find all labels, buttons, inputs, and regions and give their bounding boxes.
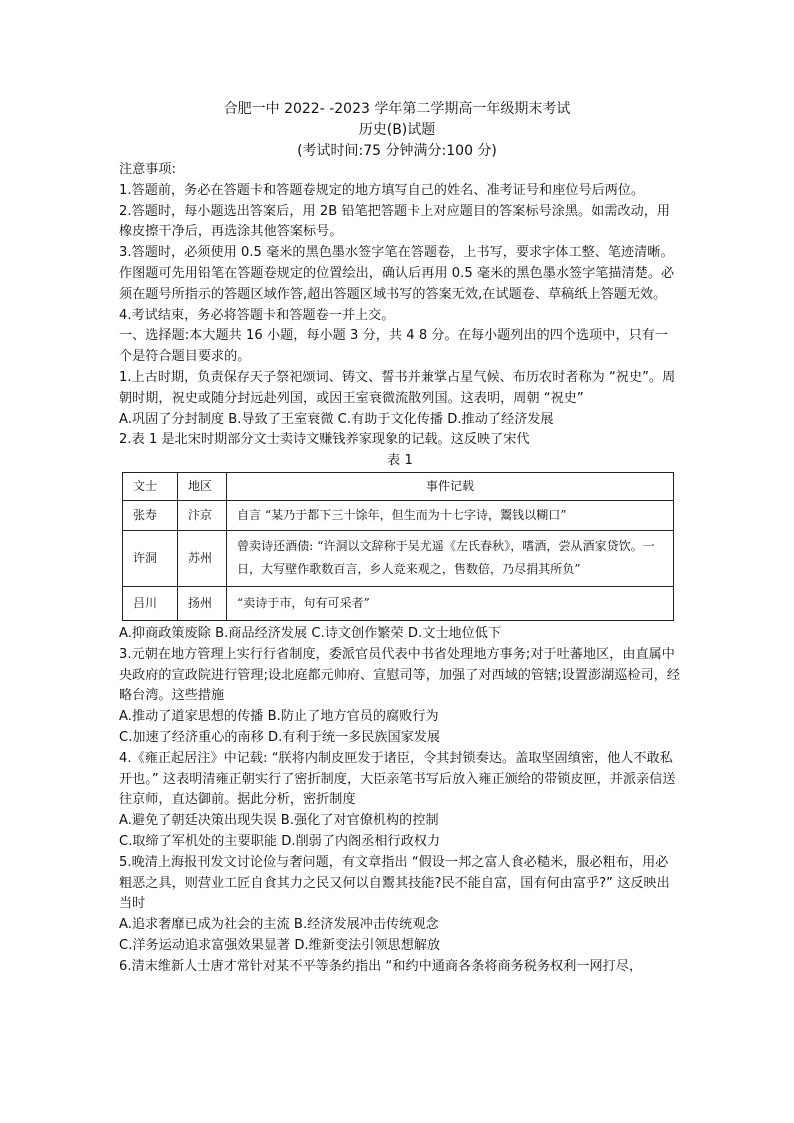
table-cell: 自言 “某乃于都下三十馀年，但生而为十七字诗，鬻钱以糊口” [227, 500, 674, 530]
table-cell: “卖诗于市，句有可采者” [227, 586, 674, 620]
table-header-cell: 事件记载 [227, 472, 674, 500]
q5-options-cd: C.洋务运动追求富强效果显著 D.维新变法引领思想解放 [119, 937, 441, 953]
q3-options-cd: C.加速了经济重心的南移 D.有利于统一多民族国家发展 [119, 729, 441, 745]
q1-options: A.巩固了分封制度 B.导致了王室衰微 C.有助于文化传播 D.推动了经济发展 [119, 411, 554, 427]
notes-item-3: 3.答题时，必须使用 0.5 毫米的黑色墨水签字笔在答题卷，上书写，要求字体工整、笔迹清晰。作图题可先用铅笔在答题卷规定的位置绘出，确认后再用 0.5 毫米的黑色墨水签字笔描清楚。必须在题号所指示的答题区域作答,超出答题区域书写的答案无效,在试题卷、草稿纸上答题无效。 [119, 245, 675, 302]
table-header-cell: 地区 [178, 472, 227, 500]
q3-stem: 3.元朝在地方管理上实行行省制度，委派官员代表中书省处理地方事务;对于吐蕃地区，由直属中央政府的宣政院进行管理;设北庭都元帅府、宣慰司等，加强了对西域的管辖;设置澎湖巡检司，经略台湾。这些措施 [119, 646, 680, 704]
table-cell: 苏州 [178, 530, 227, 586]
q1-stem: 1.上古时期，负责保存天子祭祀颂词、铸文、誓书并兼掌占星气候、布历农时者称为 “祝史”。周朝时期，祝史或随分封远赴列国，或因王室衰微流散列国。这表明，周朝 “祝史” [119, 369, 676, 406]
exam-subtitle: 历史(B)试题 [358, 122, 436, 138]
notes-item-1: 1.答题前，务必在答题卡和答题卷规定的地方填写自己的姓名、准考证号和座位号后两位。 [119, 182, 645, 198]
exam-title: 合肥一中 2022- -2023 学年第二学期高一年级期末考试 [223, 101, 571, 117]
table-header-cell: 文士 [123, 472, 178, 500]
table-cell: 扬州 [178, 586, 227, 620]
notes-item-4: 4.考试结束，务必将答题卡和答题卷一并上交。 [119, 307, 395, 323]
table-row [123, 530, 674, 586]
q5-stem: 5.晚清上海报刊发文讨论俭与奢问题，有文章指出 “假设一邦之富人食必糙米，服必粗布，用必粗恶之具，则营业工匠自食其力之民又何以自鬻其技能?民不能自富，国有何由富乎?” 这反映出当时 [119, 854, 670, 912]
exam-time-info: (考试时间:75 分钟满分:100 分) [297, 143, 497, 159]
table-row [123, 586, 674, 620]
q6-stem: 6.清末维新人士唐才常针对某不平等条约指出 “和约中通商各条将商务税务权利一网打尽， [119, 958, 643, 974]
q5-options-ab: A.追求奢靡已成为社会的主流 B.经济发展冲击传统观念 [119, 917, 439, 933]
table-cell: 曾卖诗还酒债: “许洞以文辞称于吴尤遥《左氏春秋》，嗜酒，尝从酒家贷饮。一日，大写壁作歌数百言，乡人竞来观之，售数倍，乃尽捐其所负” [227, 530, 674, 586]
table-row [123, 500, 674, 530]
section-heading: 一、选择题:本大题共 16 小题，每小题 3 分，共 4 8 分。在每小题列出的四个选项中，只有一个是符合题目要求的。 [119, 328, 669, 365]
table-caption: 表 1 [387, 453, 413, 469]
notes-heading: 注意事项: [119, 162, 177, 177]
table-header-row [123, 472, 674, 500]
q4-options-ab: A.避免了朝廷决策出现失误 B.强化了对官僚机构的控制 [119, 813, 439, 829]
q4-stem: 4.《雍正起居注》中记载: “朕将内制皮匣发于诸臣，令其封锁奏达。盖取坚固缜密，他人不敢私开也。” 这表明清雍正朝实行了密折制度，大臣亲笔书写后放入雍正颁给的带锁皮匣，并派亲信送往京师，直达御前。据此分析，密折制度 [119, 750, 676, 808]
table-cell: 汴京 [178, 500, 227, 530]
literati-table [122, 472, 674, 621]
table-cell: 吕川 [123, 586, 178, 620]
q3-options-ab: A.推动了道家思想的传播 B.防止了地方官员的腐败行为 [119, 709, 439, 725]
table-cell: 张寿 [123, 500, 178, 530]
q2-stem: 2.表 1 是北宋时期部分文士卖诗文赚钱养家现象的记载。这反映了宋代 [119, 432, 530, 448]
q4-options-cd: C.取缔了军机处的主要职能 D.削弱了内阁丞相行政权力 [119, 833, 441, 849]
exam-content [119, 160, 681, 978]
q2-options: A.抑商政策废除 B.商品经济发展 C.诗文创作繁荣 D.文士地位低下 [119, 625, 502, 641]
table-cell: 许洞 [123, 530, 178, 586]
notes-item-2: 2.答题时，每小题选出答案后，用 2B 铅笔把答题卡上对应题目的答案标号涂黑。如需改动，用橡皮擦干净后，再选涂其他答案标号。 [119, 203, 671, 240]
